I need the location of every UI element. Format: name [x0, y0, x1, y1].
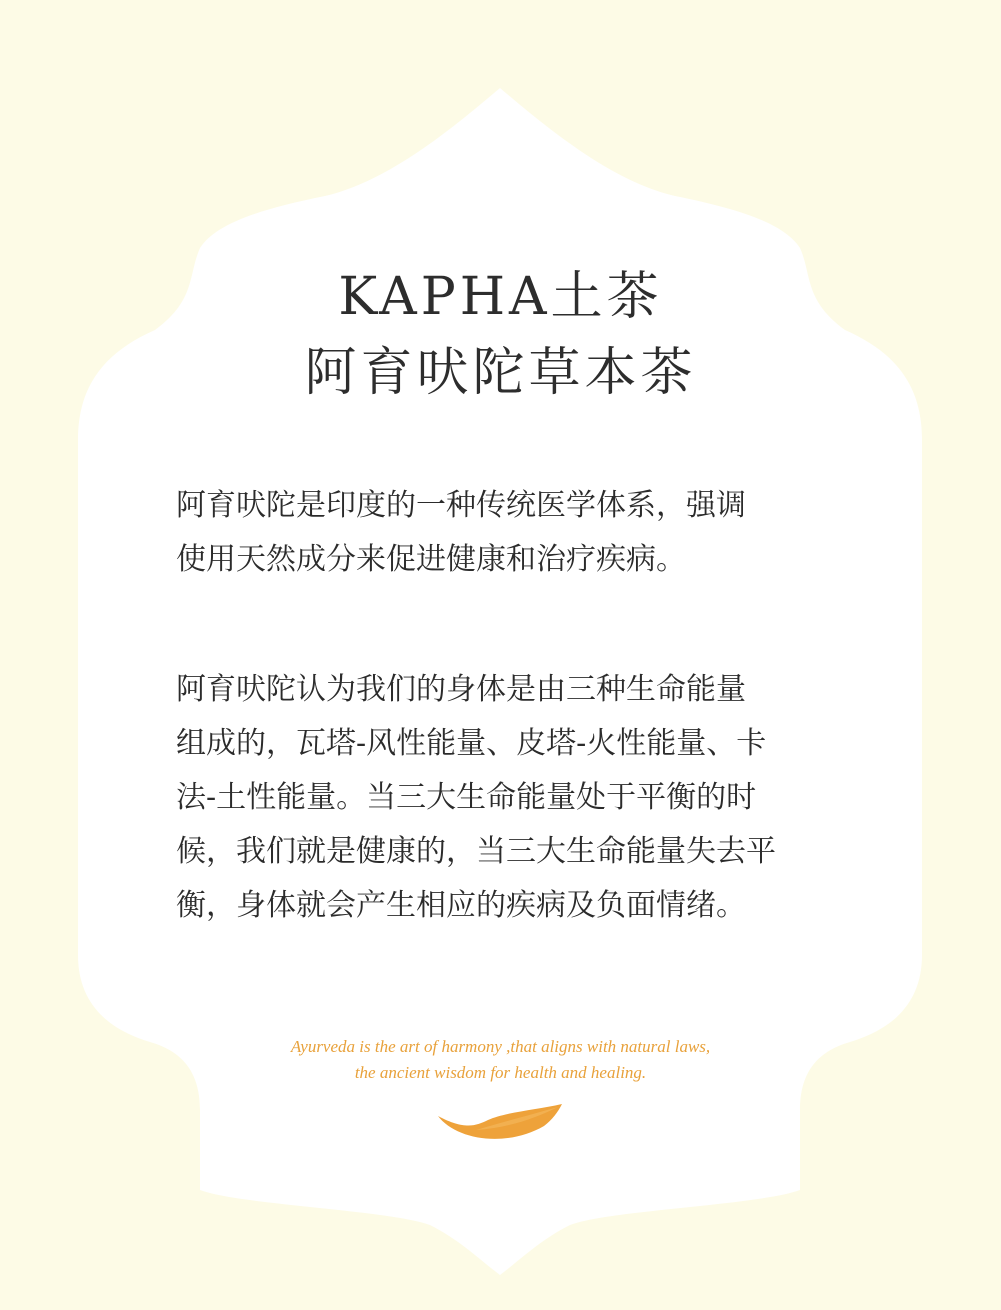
leaf-icon [436, 1104, 564, 1146]
intro-line: 阿育吠陀是印度的一种传统医学体系，强调 [176, 488, 746, 523]
intro-line: 使用天然成分来促进健康和治疗疾病。 [176, 542, 686, 577]
page-subtitle: 阿育吠陀草本茶 [304, 343, 697, 403]
quote-line: Ayurveda is the art of harmony ,that aligns with natural laws, [290, 1037, 711, 1056]
body-line: 衡，身体就会产生相应的疾病及负面情绪。 [176, 888, 746, 923]
body-line: 组成的，瓦塔-风性能量、皮塔-火性能量、卡 [176, 726, 767, 761]
body-paragraph [176, 663, 836, 933]
body-line: 阿育吠陀认为我们的身体是由三种生命能量 [176, 672, 746, 707]
quote-line: the ancient wisdom for health and healing. [354, 1063, 647, 1082]
body-line: 候，我们就是健康的，当三大生命能量失去平 [176, 834, 776, 869]
body-line: 法-土性能量。当三大生命能量处于平衡的时 [176, 780, 757, 815]
quote-text [0, 1034, 1001, 1086]
page-title: KAPHA土茶 [338, 267, 663, 327]
intro-paragraph [176, 479, 836, 587]
